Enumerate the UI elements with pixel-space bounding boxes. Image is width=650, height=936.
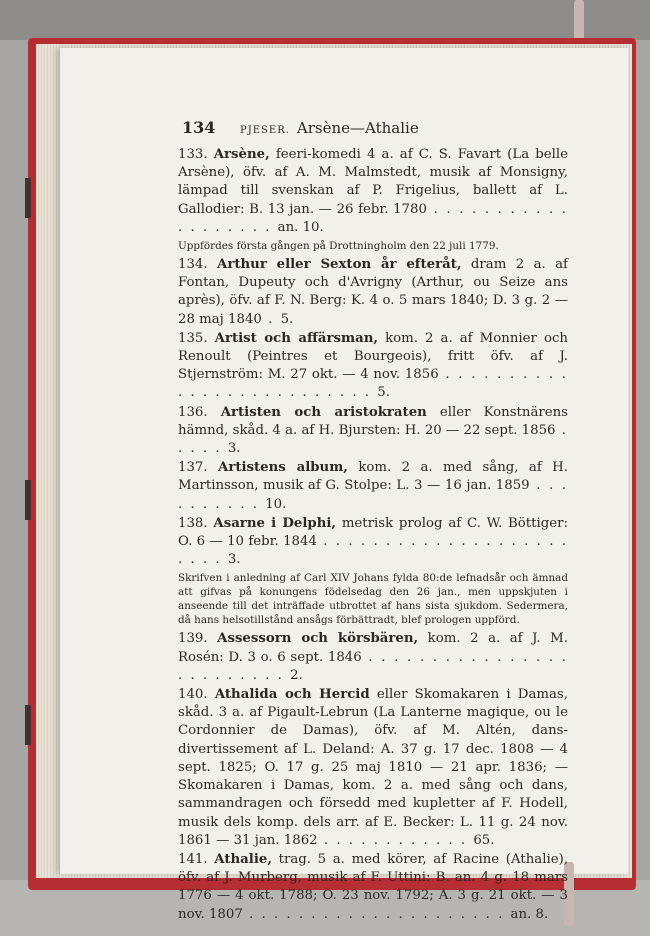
entry-133: 133. Arsène, feeri-komedi 4 a. af C. S. Favart (La belle Arsène), öfv. af A. M. Malmstedt, musik af Monsigny, lämpad till svenskan af P. Frigelius, ballett af L. Gallodier: B. 13 jan. — 26 febr. 1780 . . . . . . . . . . . . . . . . . . . an. 10. — [178, 147, 568, 235]
entry-number: 134. — [178, 257, 208, 273]
entry-performance-count: 3. — [227, 552, 241, 568]
entry-136: 136. Artisten och aristokraten eller Konstnärens hämnd, skåd. 4 a. af H. Bjursten: H. 20 — 22 sept. 1856 . . . . . 3. — [178, 404, 568, 457]
entry-number: 140. — [178, 687, 208, 703]
entry-performance-count: 2. — [290, 667, 303, 683]
entry-performance-count: 3. — [227, 441, 241, 457]
entry-139: 139. Assessorn och körsbären, kom. 2 a. af J. M. Rosén: D. 3 o. 6 sept. 1846 . . . . . . . . . . . . . . . . . . . . . . . . . 2. — [178, 631, 568, 683]
binding-clip — [25, 178, 31, 218]
entry-text: kom. 2 a. af J. M. Rosén: D. 3 o. 6 sept. 1846 — [178, 631, 568, 665]
entry-number: 137. — [178, 460, 208, 476]
running-title — [240, 119, 419, 137]
entry-135: 135. Artist och affärsman, kom. 2 a. af Monnier och Renoult (Peintres et Bourgeois), fritt öfv. af J. Stjernström: M. 27 okt. — 4 nov. 1856 . . . . . . . . . . . . . . . . . . . . . . . . . . 5. — [178, 330, 568, 401]
entry-134: 134. Arthur eller Sexton år efteråt, dram 2 a. af Fontan, Dupeuty och d'Avrigny (Arthur, ou Seize ans après), öfv. af F. N. Berg: K. 4 o. 5 mars 1840; D. 3 g. 2 — 28 maj 1840 . 5. — [178, 257, 568, 327]
entry-title: Athalie, — [214, 851, 272, 867]
entry-number: 139. — [178, 631, 208, 647]
entry-text: dram 2 a. af Fontan, Dupeuty och d'Avrigny (Arthur, ou Seize ans après), öfv. af F. N. Berg: K. 4 o. 5 mars 1840; D. 3 g. 2 — 28 maj 1840 — [178, 257, 568, 327]
entry-note: Skrifven i anledning af Carl XIV Johans fylda 80:de lefnadsår och ämnad att gifvas på konungens födelsedag den 26 jan., men uppskjuten i anseende till det inträffade utbrottet af hans sista sjukdom. Sedermera, då hans helsotillstånd ansågs förbättradt, blef prologen uppförd. — [178, 572, 568, 627]
running-head-title: Arsène—Athalie — [296, 119, 419, 137]
entry-number: 138. — [178, 515, 208, 531]
entry-text: eller Skomakaren i Damas, skåd. 3 a. af Pigault-Lebrun (La Lanterne magique, ou le Cordonnier de Damas), öfv. af M. Altén, dans-divertissement af L. Deland: A. 37 g. 17 dec. 1808 — 4 sept. 1825; O. 17 g. 25 maj 1810 — 21 apr. 1836; — Skomakaren i Damas, kom. 2 a. med sång och dans, sammandragen och försedd med kupletter af F. Hodell, musik dels komp. dels arr. af E. Becker: L. 11 g. 24 nov. 1861 — 31 jan. 1862 — [178, 687, 568, 848]
entry-number: 141. — [178, 851, 208, 867]
entry-138: 138. Asarne i Delphi, metrisk prolog af C. W. Böttiger: O. 6 — 10 febr. 1844 . . . . . . . . . . . . . . . . . . . . . . . . 3. — [178, 515, 568, 568]
entry-137: 137. Artistens album, kom. 2 a. med sång, af H. Martinsson, musik af G. Stolpe: L. 3 — 16 jan. 1859 . . . . . . . . . . 10. — [178, 460, 568, 512]
entry-text: kom. 2 a. med sång, af H. Martinsson, musik af G. Stolpe: L. 3 — 16 jan. 1859 — [178, 460, 568, 494]
entry-text: kom. 2 a. af Monnier och Renoult (Peintres et Bourgeois), fritt öfv. af J. Stjernström: M. 27 okt. — 4 nov. 1856 — [178, 330, 568, 383]
entry-performance-count: 65. — [473, 832, 495, 848]
binding-clip — [25, 480, 31, 520]
entry-performance-count: 5. — [377, 385, 390, 401]
entry-number: 135. — [178, 330, 208, 346]
entries-list — [178, 146, 568, 924]
entry-text: metrisk prolog af C. W. Böttiger: O. 6 — 10 febr. 1844 — [178, 515, 568, 550]
entry-note: Uppfördes första gången på Drottningholm den 22 juli 1779. — [178, 240, 499, 253]
entry-performance-count: an. 8. — [510, 906, 549, 922]
page-number: 134 — [182, 118, 216, 137]
entry-title: Arthur eller Sexton år efteråt, — [217, 257, 462, 273]
entry-title: Asarne i Delphi, — [213, 515, 337, 531]
entry-performance-count: 10. — [265, 496, 287, 512]
entry-title: Artistens album, — [218, 460, 348, 476]
entry-number: 136. — [178, 404, 208, 420]
running-head-section: PJESER. — [240, 125, 290, 136]
entry-text: eller Konstnärens hämnd, skåd. 4 a. af H. Bjursten: H. 20 — 22 sept. 1856 — [178, 404, 568, 438]
scan-background-top — [0, 0, 650, 40]
entry-number: 133. — [178, 147, 208, 162]
entry-title: Arsène, — [213, 147, 270, 162]
entry-text: trag. 5 a. med körer, af Racine (Athalie), öfv. af J. Murberg, musik af F. Uttini: B. an. 4 g. 18 mars 1776 — 4 okt. 1788; O. 23 nov. 1792; A. 3 g. 21 okt. — 3 nov. 1807 — [178, 851, 568, 922]
entry-141: 141. Athalie, trag. 5 a. med körer, af Racine (Athalie), öfv. af J. Murberg, musik af F. Uttini: B. an. 4 g. 18 mars 1776 — 4 okt. 1788; O. 23 nov. 1792; A. 3 g. 21 okt. — 3 nov. 1807 . . . . . . . . . . . . . . . . . . . . . an. 8. — [178, 851, 568, 922]
running-header — [182, 118, 568, 140]
entry-title: Artisten och aristokraten — [220, 404, 427, 420]
binding-clip — [25, 705, 31, 745]
entry-140: 140. Athalida och Hercid eller Skomakaren i Damas, skåd. 3 a. af Pigault-Lebrun (La Lanterne magique, ou le Cordonnier de Damas), öfv. af M. Altén, dans-divertissement af L. Deland: A. 37 g. 17 dec. 1808 — 4 sept. 1825; O. 17 g. 25 maj 1810 — 21 apr. 1836; — Skomakaren i Damas, kom. 2 a. med sång och dans, sammandragen och försedd med kupletter af F. Hodell, musik dels komp. dels arr. af E. Becker: L. 11 g. 24 nov. 1861 — 31 jan. 1862 . . . . . . . . . . . . 65. — [178, 687, 568, 848]
entry-title: Artist och affärsman, — [214, 330, 378, 346]
entry-performance-count: an. 10. — [277, 219, 324, 235]
entry-title: Assessorn och körsbären, — [217, 631, 419, 647]
entry-title: Athalida och Hercid — [214, 687, 370, 703]
entry-performance-count: 5. — [280, 311, 294, 327]
entry-text: feeri-komedi 4 a. af C. S. Favart (La belle Arsène), öfv. af A. M. Malmstedt, musik af Monsigny, lämpad till svenskan af P. Frigelius, ballett af L. Gallodier: B. 13 jan. — 26 febr. 1780 — [178, 147, 568, 217]
